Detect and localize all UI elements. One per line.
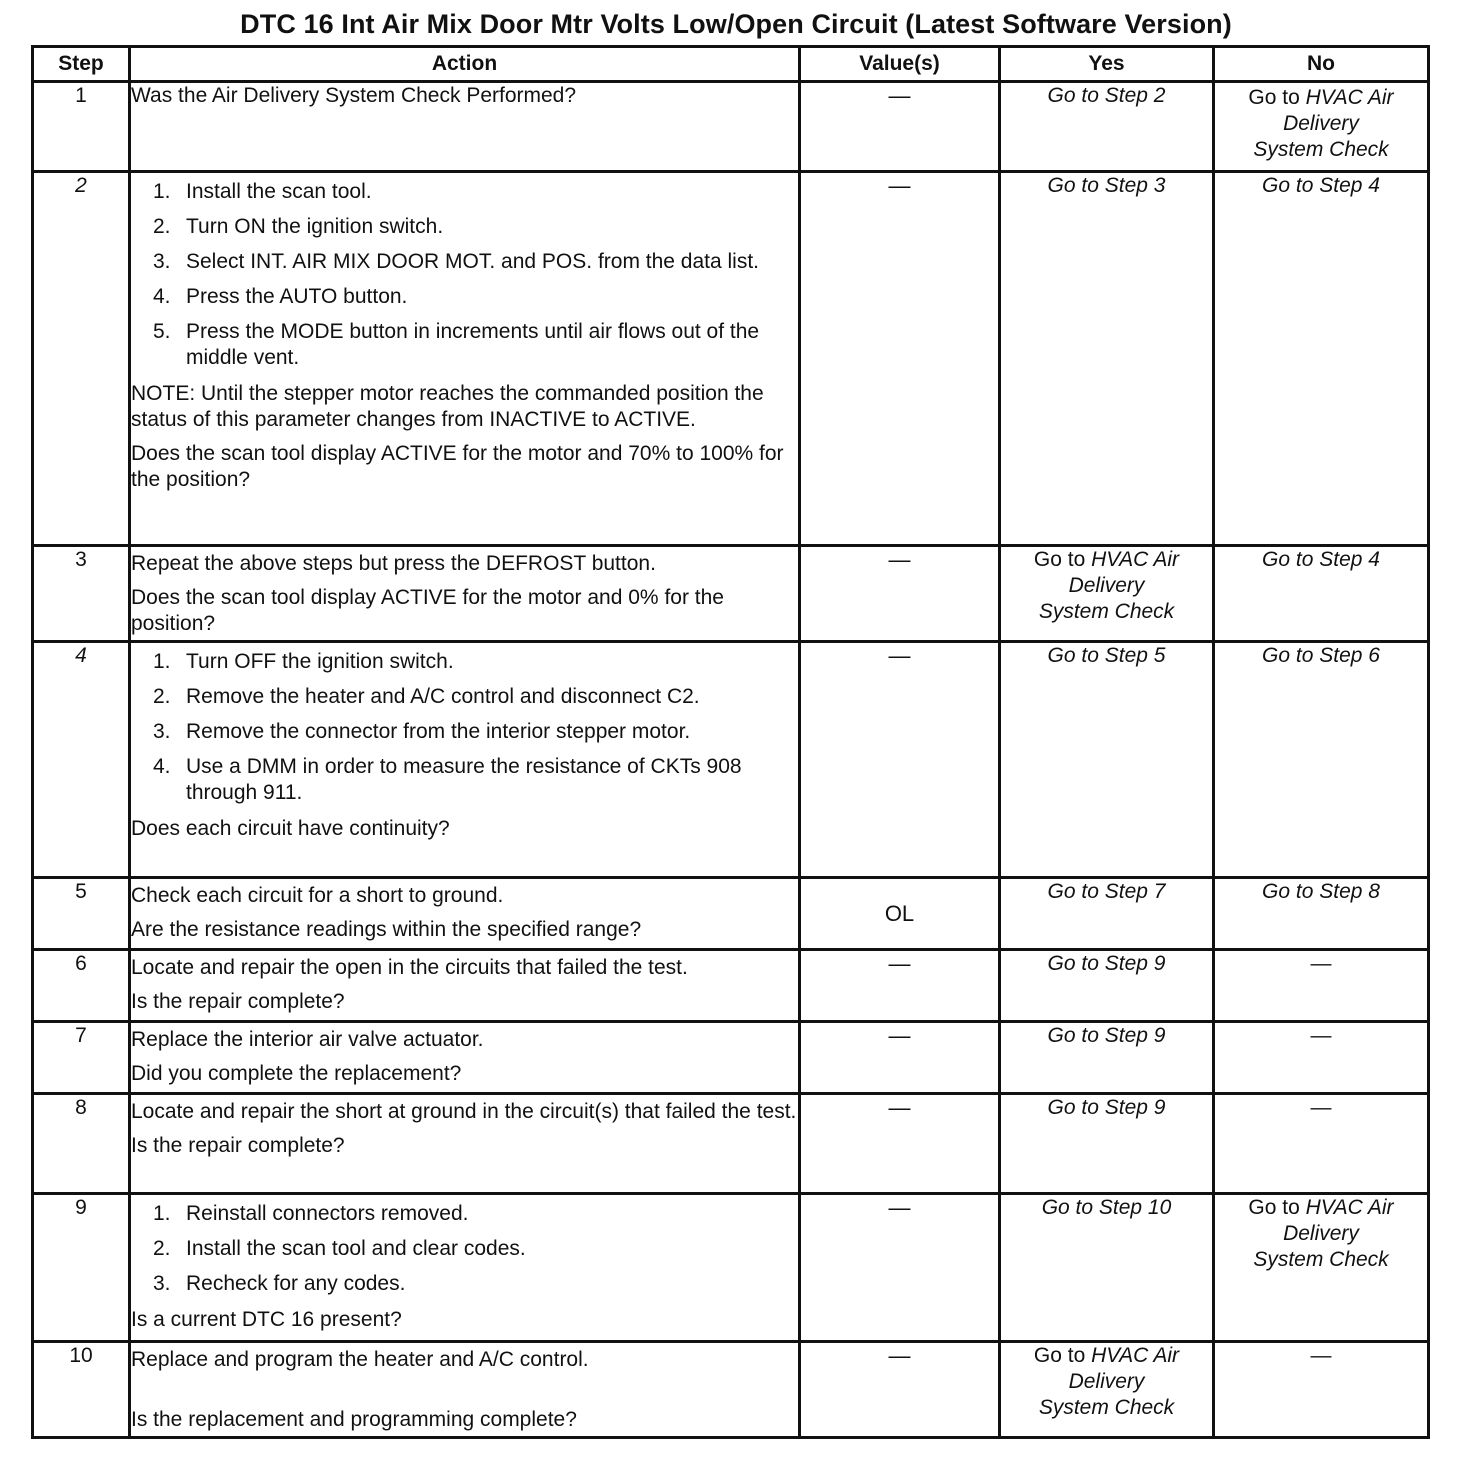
list-item: 4. Press the AUTO button.: [153, 285, 408, 308]
no-cell: Go to Step 6: [1214, 642, 1429, 878]
value-cell: —: [800, 642, 1000, 878]
yes-cell: Go to Step 2: [1000, 82, 1214, 172]
action-text: Locate and repair the open in the circuits that failed the test.: [131, 956, 688, 979]
action-cell: [130, 172, 800, 546]
list-item: 3. Recheck for any codes.: [153, 1272, 406, 1295]
step-number: 5: [33, 878, 130, 950]
step-number: 10: [33, 1342, 130, 1438]
list-item: 1. Reinstall connectors removed.: [153, 1202, 469, 1225]
header-no: No: [1214, 47, 1429, 82]
yes-cell: Go to Step 9: [1000, 1022, 1214, 1094]
header-action: Action: [130, 47, 800, 82]
list-item: 1. Install the scan tool.: [153, 180, 372, 203]
question-text: Is a current DTC 16 present?: [131, 1308, 402, 1331]
step-number: 6: [33, 950, 130, 1022]
question-text: Is the repair complete?: [131, 990, 345, 1013]
action-cell: [130, 642, 800, 878]
list-item: 2. Remove the heater and A/C control and disconnect C2.: [153, 685, 700, 708]
table-header-row: [33, 47, 1429, 82]
goto-ref-line3: System Check: [1253, 138, 1389, 161]
goto-prefix: Go to: [1033, 1344, 1086, 1367]
action-text: Locate and repair the short at ground in the circuit(s) that failed the test.: [131, 1100, 797, 1123]
action-cell: [130, 82, 800, 172]
action-cell: [130, 1022, 800, 1094]
table-row: [33, 1022, 1429, 1094]
list-item: 5. Press the MODE button in increments until air flows out of the middle vent.: [153, 320, 760, 369]
step-number: 8: [33, 1094, 130, 1194]
goto-prefix: Go to: [1248, 86, 1300, 109]
question-text: Does the scan tool display ACTIVE for the motor and 0% for the position?: [131, 586, 724, 635]
goto-ref: HVAC Air: [1091, 1344, 1180, 1367]
value-cell: —: [800, 1094, 1000, 1194]
step-number: 2: [33, 172, 130, 546]
question-text: Does each circuit have continuity?: [131, 817, 450, 840]
step-number: 3: [33, 546, 130, 642]
no-cell: Go to Step 4: [1214, 172, 1429, 546]
goto-ref-line3: System Check: [1038, 1396, 1175, 1419]
yes-cell: Go to Step 7: [1000, 878, 1214, 950]
no-cell: Go to Step 8: [1214, 878, 1429, 950]
goto-ref-line2: Delivery: [1283, 112, 1359, 135]
action-text: Check each circuit for a short to ground.: [131, 884, 504, 907]
yes-cell: Go to Step 9: [1000, 950, 1214, 1022]
yes-cell: Go to Step 9: [1000, 1094, 1214, 1194]
question-text: Are the resistance readings within the specified range?: [131, 918, 642, 941]
action-cell: [130, 1342, 800, 1438]
no-cell: [1214, 1194, 1429, 1342]
table-row: [33, 1194, 1429, 1342]
action-cell: [130, 546, 800, 642]
value-cell: —: [800, 1194, 1000, 1342]
no-cell: —: [1214, 1022, 1429, 1094]
value-cell: —: [800, 1022, 1000, 1094]
action-text: Repeat the above steps but press the DEFROST button.: [131, 552, 656, 575]
table-row: [33, 642, 1429, 878]
table-row: [33, 82, 1429, 172]
goto-prefix: Go to: [1033, 548, 1086, 571]
table-row: [33, 1342, 1429, 1438]
table-row: [33, 1094, 1429, 1194]
value-cell: OL: [800, 878, 1000, 950]
question-text: Does the scan tool display ACTIVE for the motor and 70% to 100% for the position?: [131, 442, 784, 491]
yes-cell: [1000, 546, 1214, 642]
question-text: Is the replacement and programming complete?: [131, 1408, 577, 1431]
no-cell: —: [1214, 1094, 1429, 1194]
action-list: [131, 1201, 798, 1297]
step-number: 9: [33, 1194, 130, 1342]
table-row: [33, 878, 1429, 950]
note-text: NOTE: Until the stepper motor reaches the commanded position the status of this parameter changes from INACTIVE to ACTIVE.: [131, 382, 764, 431]
yes-cell: Go to Step 10: [1000, 1194, 1214, 1342]
action-list: [131, 179, 798, 371]
goto-ref-line2: Delivery: [1068, 574, 1145, 597]
yes-cell: Go to Step 3: [1000, 172, 1214, 546]
yes-cell: [1000, 1342, 1214, 1438]
list-item: 3. Remove the connector from the interior stepper motor.: [153, 720, 691, 743]
goto-ref-line3: System Check: [1038, 600, 1175, 623]
value-cell: —: [800, 546, 1000, 642]
list-item: 4. Use a DMM in order to measure the resistance of CKTs 908 through 911.: [153, 755, 742, 804]
page-title: DTC 16 Int Air Mix Door Mtr Volts Low/Open Circuit (Latest Software Version): [240, 9, 1232, 39]
action-cell: [130, 878, 800, 950]
step-number: 7: [33, 1022, 130, 1094]
goto-ref-line3: System Check: [1253, 1248, 1389, 1271]
no-cell: —: [1214, 1342, 1429, 1438]
no-cell: Go to Step 4: [1214, 546, 1429, 642]
step-number: 4: [33, 642, 130, 878]
list-item: 1. Turn OFF the ignition switch.: [153, 650, 454, 673]
list-item: 2. Install the scan tool and clear codes.: [153, 1237, 526, 1260]
question-text: Is the repair complete?: [131, 1134, 345, 1157]
goto-ref: HVAC Air: [1091, 548, 1180, 571]
question-text: Did you complete the replacement?: [131, 1062, 462, 1085]
value-cell: —: [800, 1342, 1000, 1438]
action-cell: [130, 1094, 800, 1194]
goto-ref: HVAC Air: [1305, 86, 1394, 109]
no-cell: [1214, 82, 1429, 172]
value-cell: —: [800, 82, 1000, 172]
value-cell: —: [800, 172, 1000, 546]
header-values: Value(s): [800, 47, 1000, 82]
list-item: 2. Turn ON the ignition switch.: [153, 215, 444, 238]
value-cell: —: [800, 950, 1000, 1022]
table-row: [33, 546, 1429, 642]
goto-ref-line2: Delivery: [1283, 1222, 1359, 1245]
step-number: 1: [33, 82, 130, 172]
no-cell: —: [1214, 950, 1429, 1022]
list-item: 3. Select INT. AIR MIX DOOR MOT. and POS. from the data list.: [153, 250, 760, 273]
header-step: Step: [33, 47, 130, 82]
table-row: [33, 950, 1429, 1022]
action-text: Replace and program the heater and A/C control.: [131, 1348, 589, 1371]
header-yes: Yes: [1000, 47, 1214, 82]
goto-ref: HVAC Air: [1305, 1196, 1394, 1219]
action-text: Was the Air Delivery System Check Performed?: [131, 84, 577, 107]
action-cell: [130, 1194, 800, 1342]
yes-cell: Go to Step 5: [1000, 642, 1214, 878]
diagnostic-table: [31, 45, 1430, 1439]
action-text: Replace the interior air valve actuator.: [131, 1028, 484, 1051]
goto-prefix: Go to: [1248, 1196, 1300, 1219]
table-row: [33, 172, 1429, 546]
goto-ref-line2: Delivery: [1068, 1370, 1145, 1393]
action-cell: [130, 950, 800, 1022]
action-list: [131, 649, 798, 806]
